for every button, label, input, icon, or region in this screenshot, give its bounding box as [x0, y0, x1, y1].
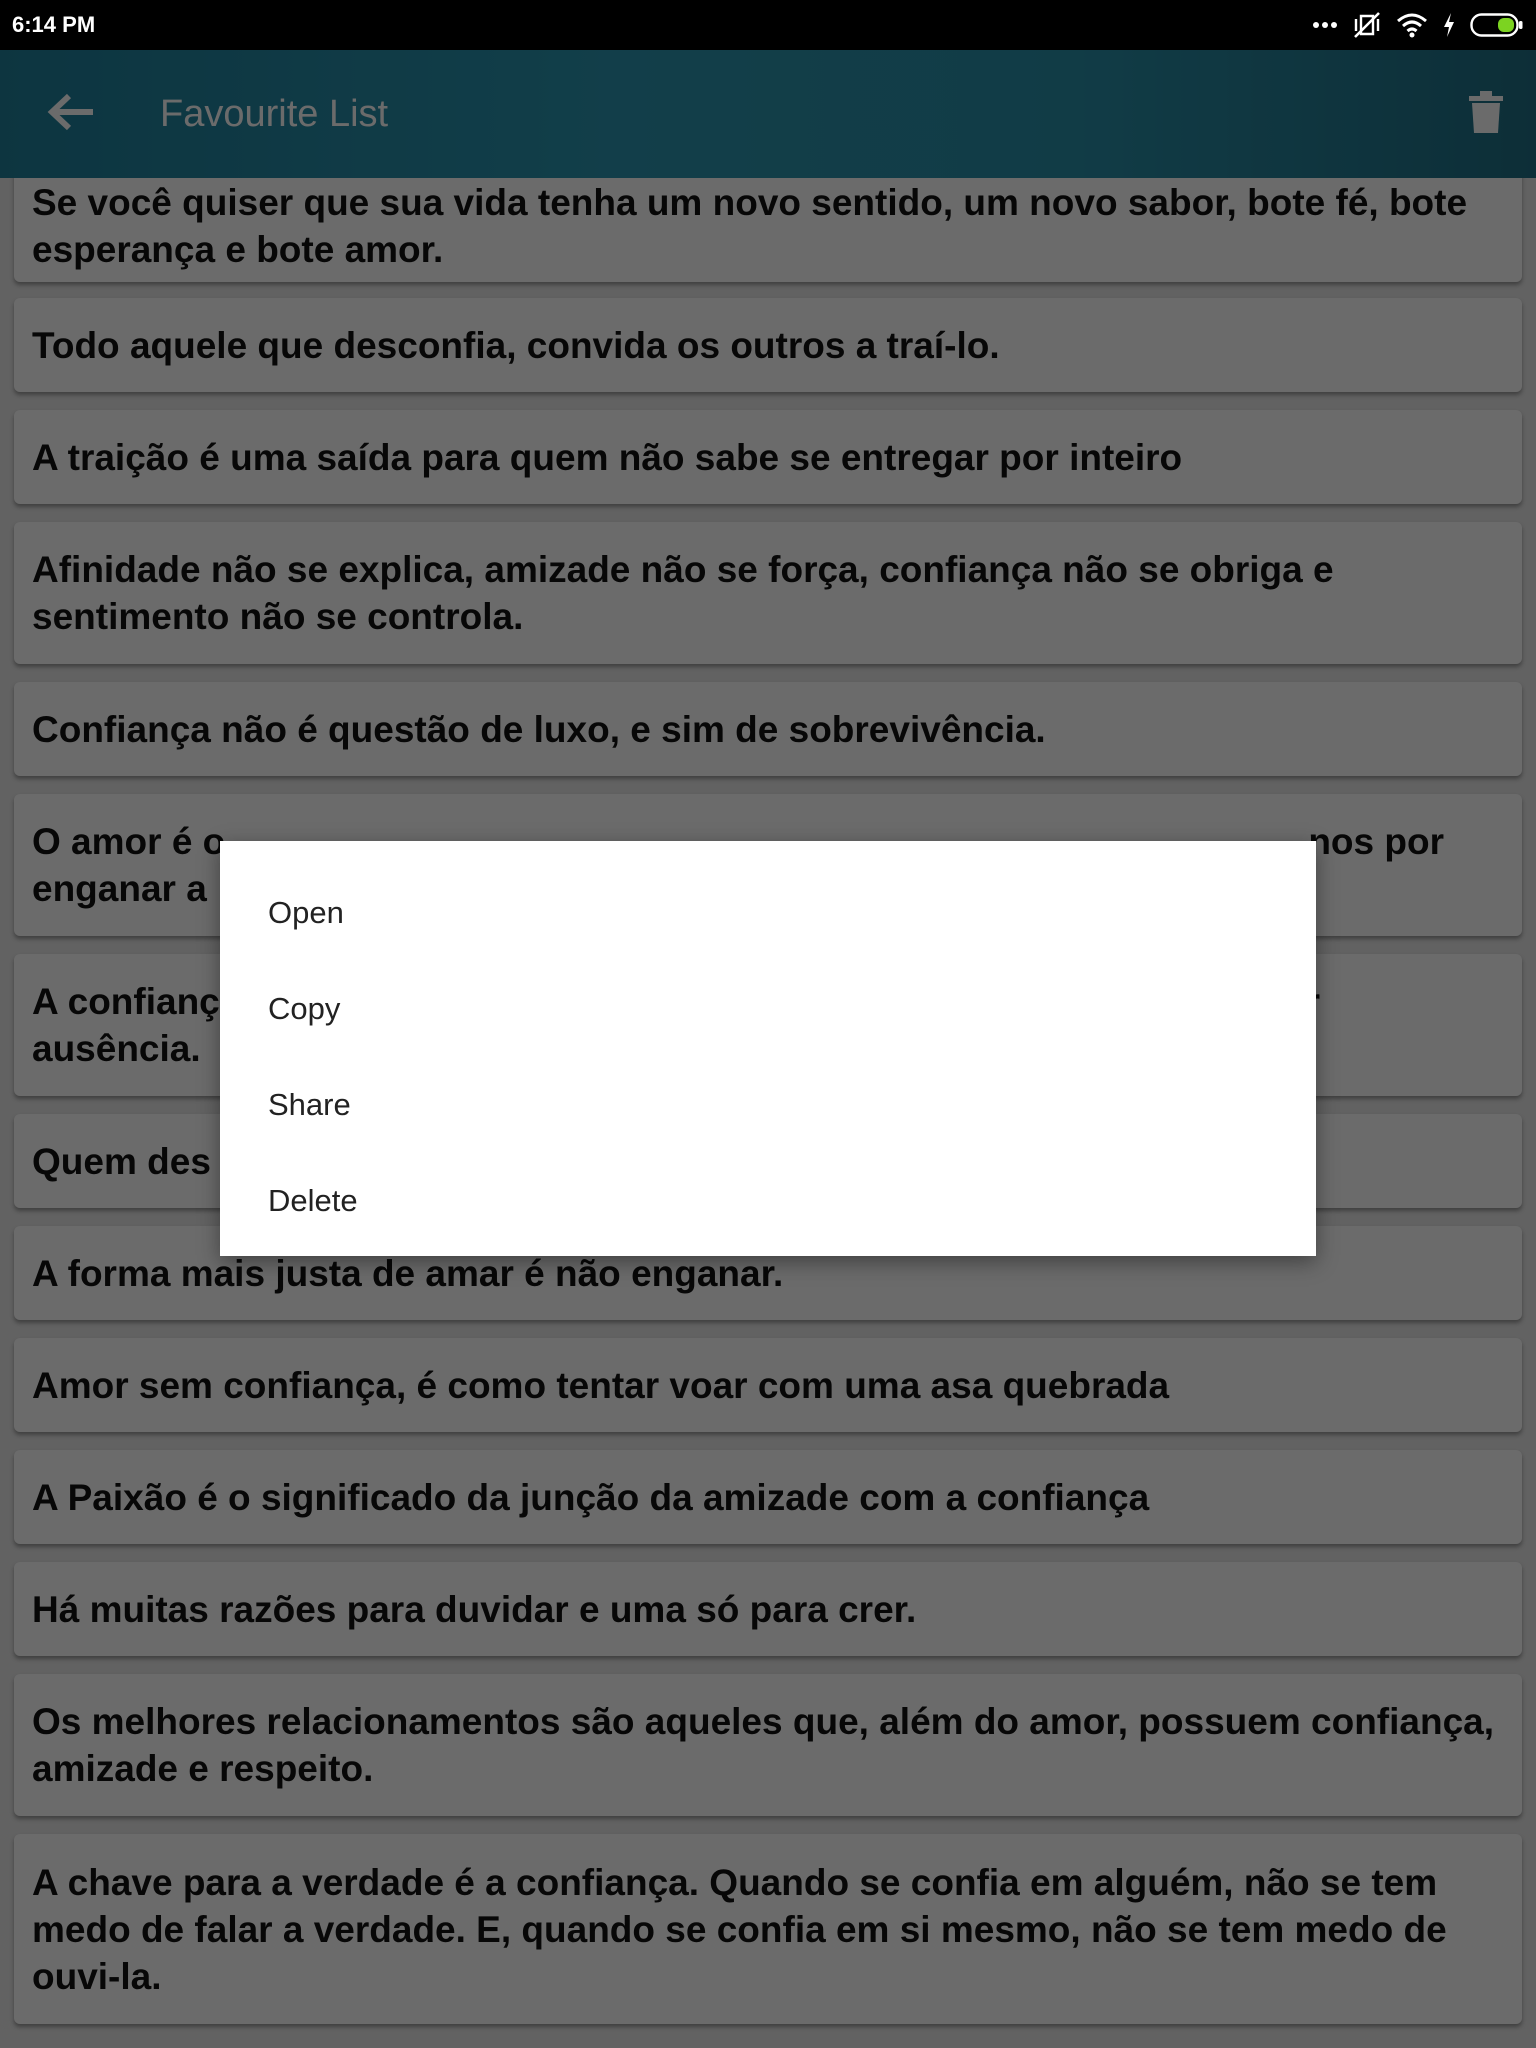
- menu-item-share[interactable]: Share: [268, 1087, 351, 1122]
- wifi-icon: [1396, 12, 1428, 38]
- menu-item-copy[interactable]: Copy: [268, 991, 341, 1026]
- battery-icon: [1470, 12, 1524, 38]
- more-notifications-icon: [1312, 20, 1338, 30]
- vibrate-off-icon: [1352, 10, 1382, 40]
- status-time: 6:14 PM: [12, 12, 96, 37]
- context-menu-dialog: [220, 841, 1316, 1256]
- status-bar: [0, 0, 1536, 50]
- menu-item-delete[interactable]: Delete: [268, 1183, 358, 1218]
- charging-icon: [1442, 12, 1456, 38]
- status-icons: [1312, 10, 1524, 40]
- menu-item-open[interactable]: Open: [268, 895, 344, 930]
